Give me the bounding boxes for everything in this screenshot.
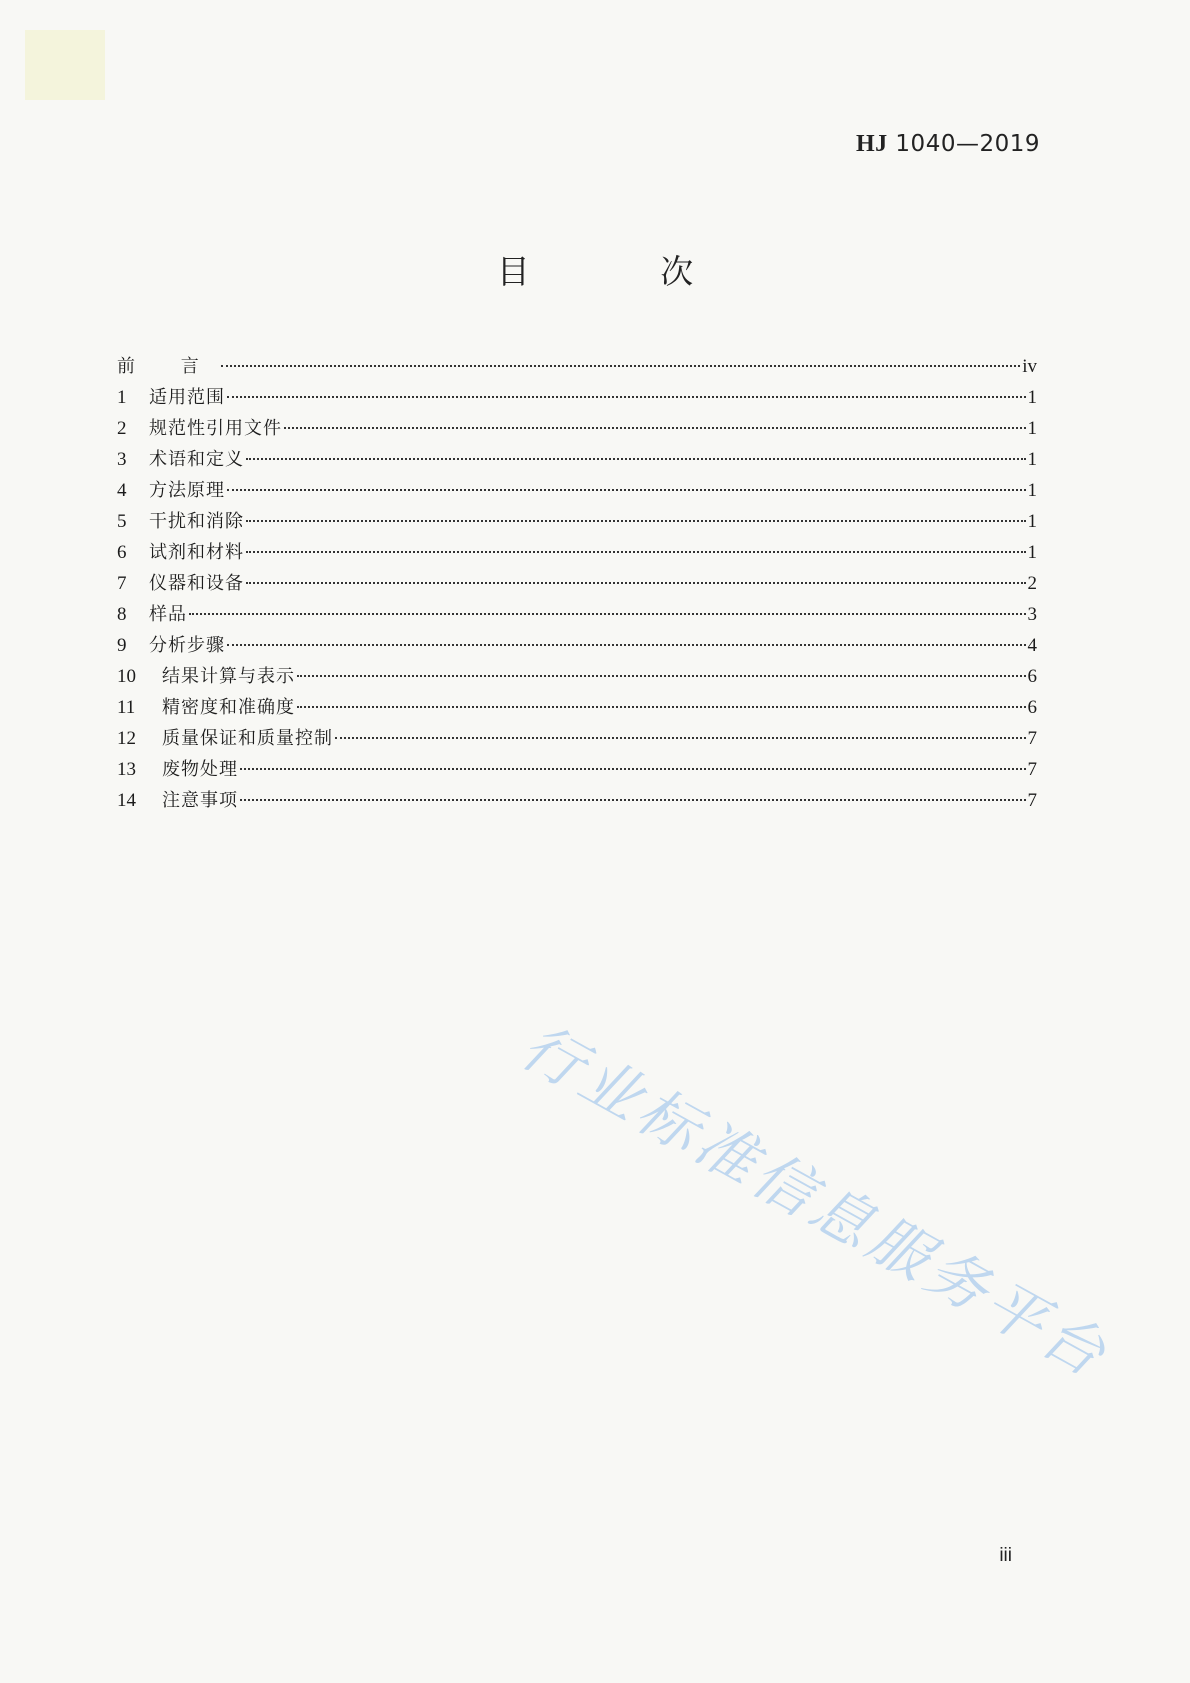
toc-dot-leader — [297, 675, 1026, 677]
toc-entry-page: 7 — [1027, 790, 1037, 811]
toc-entry-label: 试剂和材料 — [149, 542, 244, 563]
toc-entry-label: 规范性引用文件 — [149, 418, 282, 439]
toc-entry[interactable] — [117, 537, 1037, 568]
toc-entry-label: 仪器和设备 — [149, 573, 244, 594]
toc-entry-label: 样品 — [149, 604, 187, 625]
toc-entry-page: 1 — [1027, 511, 1037, 532]
toc-entry[interactable] — [117, 754, 1037, 785]
toc-entry-label: 方法原理 — [149, 480, 225, 501]
toc-dot-leader — [246, 582, 1026, 584]
toc-entry-number: 9 — [117, 635, 127, 656]
toc-entry-label: 注意事项 — [162, 790, 238, 811]
toc-entry-label: 干扰和消除 — [149, 511, 244, 532]
toc-entry[interactable] — [117, 692, 1037, 723]
toc-entry[interactable] — [117, 630, 1037, 661]
toc-entry-number: 7 — [117, 573, 127, 594]
standard-code — [856, 131, 1040, 158]
toc-entry[interactable] — [117, 568, 1037, 599]
page-number: iii — [999, 1545, 1012, 1566]
toc-dot-leader — [189, 613, 1026, 615]
toc-entry-number: 3 — [117, 449, 127, 470]
toc-entry-number: 13 — [117, 759, 136, 780]
toc-entry[interactable] — [117, 382, 1037, 413]
toc-dot-leader — [246, 458, 1026, 460]
standard-code-prefix: HJ — [855, 131, 888, 157]
toc-entry-number: 12 — [117, 728, 136, 749]
toc-dot-leader — [297, 706, 1026, 708]
toc-dot-leader — [227, 396, 1026, 398]
toc-entry-page: 2 — [1027, 573, 1037, 594]
toc-entry-number: 2 — [117, 418, 127, 439]
toc-dot-leader — [246, 551, 1026, 553]
toc-dot-leader — [240, 799, 1026, 801]
toc-dot-leader — [284, 427, 1026, 429]
toc-dot-leader — [240, 768, 1026, 770]
toc-entry-page: 4 — [1027, 635, 1037, 656]
toc-entry-label: 前 言 — [117, 356, 219, 377]
toc-entry-number: 8 — [117, 604, 127, 625]
toc-entry-page: 7 — [1027, 759, 1037, 780]
toc-entry[interactable] — [117, 506, 1037, 537]
toc-entry-number: 4 — [117, 480, 127, 501]
toc-entry[interactable] — [117, 444, 1037, 475]
toc-entry[interactable] — [117, 661, 1037, 692]
toc-entry[interactable] — [117, 413, 1037, 444]
toc-entry-page: 1 — [1027, 480, 1037, 501]
toc-entry-page: 6 — [1027, 666, 1037, 687]
toc-entry-label: 精密度和准确度 — [162, 697, 295, 718]
toc-entry-page: 7 — [1027, 728, 1037, 749]
toc-entry[interactable] — [117, 599, 1037, 630]
scan-tint — [25, 30, 105, 100]
toc-entry-number: 1 — [117, 387, 127, 408]
toc-dot-leader — [227, 644, 1026, 646]
watermark: 行业标准信息服务平台 — [509, 1011, 1121, 1393]
toc-entry-page: 6 — [1027, 697, 1037, 718]
toc-entry-number: 10 — [117, 666, 136, 687]
toc-entry-label: 适用范围 — [149, 387, 225, 408]
toc-entry-number: 5 — [117, 511, 127, 532]
toc-entry-label: 分析步骤 — [149, 635, 225, 656]
toc-entry-label: 结果计算与表示 — [162, 666, 295, 687]
toc-entry-number: 6 — [117, 542, 127, 563]
toc-entry[interactable] — [117, 723, 1037, 754]
toc-entry-page: 1 — [1027, 387, 1037, 408]
toc-entry-label: 废物处理 — [162, 759, 238, 780]
toc-entry-label: 质量保证和质量控制 — [162, 728, 333, 749]
toc-dot-leader — [246, 520, 1026, 522]
table-of-contents — [117, 351, 1037, 816]
toc-dot-leader — [227, 489, 1026, 491]
toc-entry-page: 1 — [1027, 418, 1037, 439]
toc-entry-label: 术语和定义 — [149, 449, 244, 470]
toc-dot-leader — [335, 737, 1026, 739]
toc-entry-page: 3 — [1027, 604, 1037, 625]
toc-entry[interactable] — [117, 351, 1037, 382]
standard-code-number: 1040—2019 — [895, 131, 1040, 157]
toc-entry[interactable] — [117, 785, 1037, 816]
toc-entry-number: 11 — [117, 697, 136, 718]
toc-entry[interactable] — [117, 475, 1037, 506]
toc-entry-number: 14 — [117, 790, 136, 811]
page-title: 目 次 — [496, 252, 754, 291]
toc-entry-page: 1 — [1027, 542, 1037, 563]
toc-entry-page: iv — [1022, 356, 1037, 377]
toc-entry-page: 1 — [1027, 449, 1037, 470]
toc-dot-leader — [221, 365, 1020, 367]
